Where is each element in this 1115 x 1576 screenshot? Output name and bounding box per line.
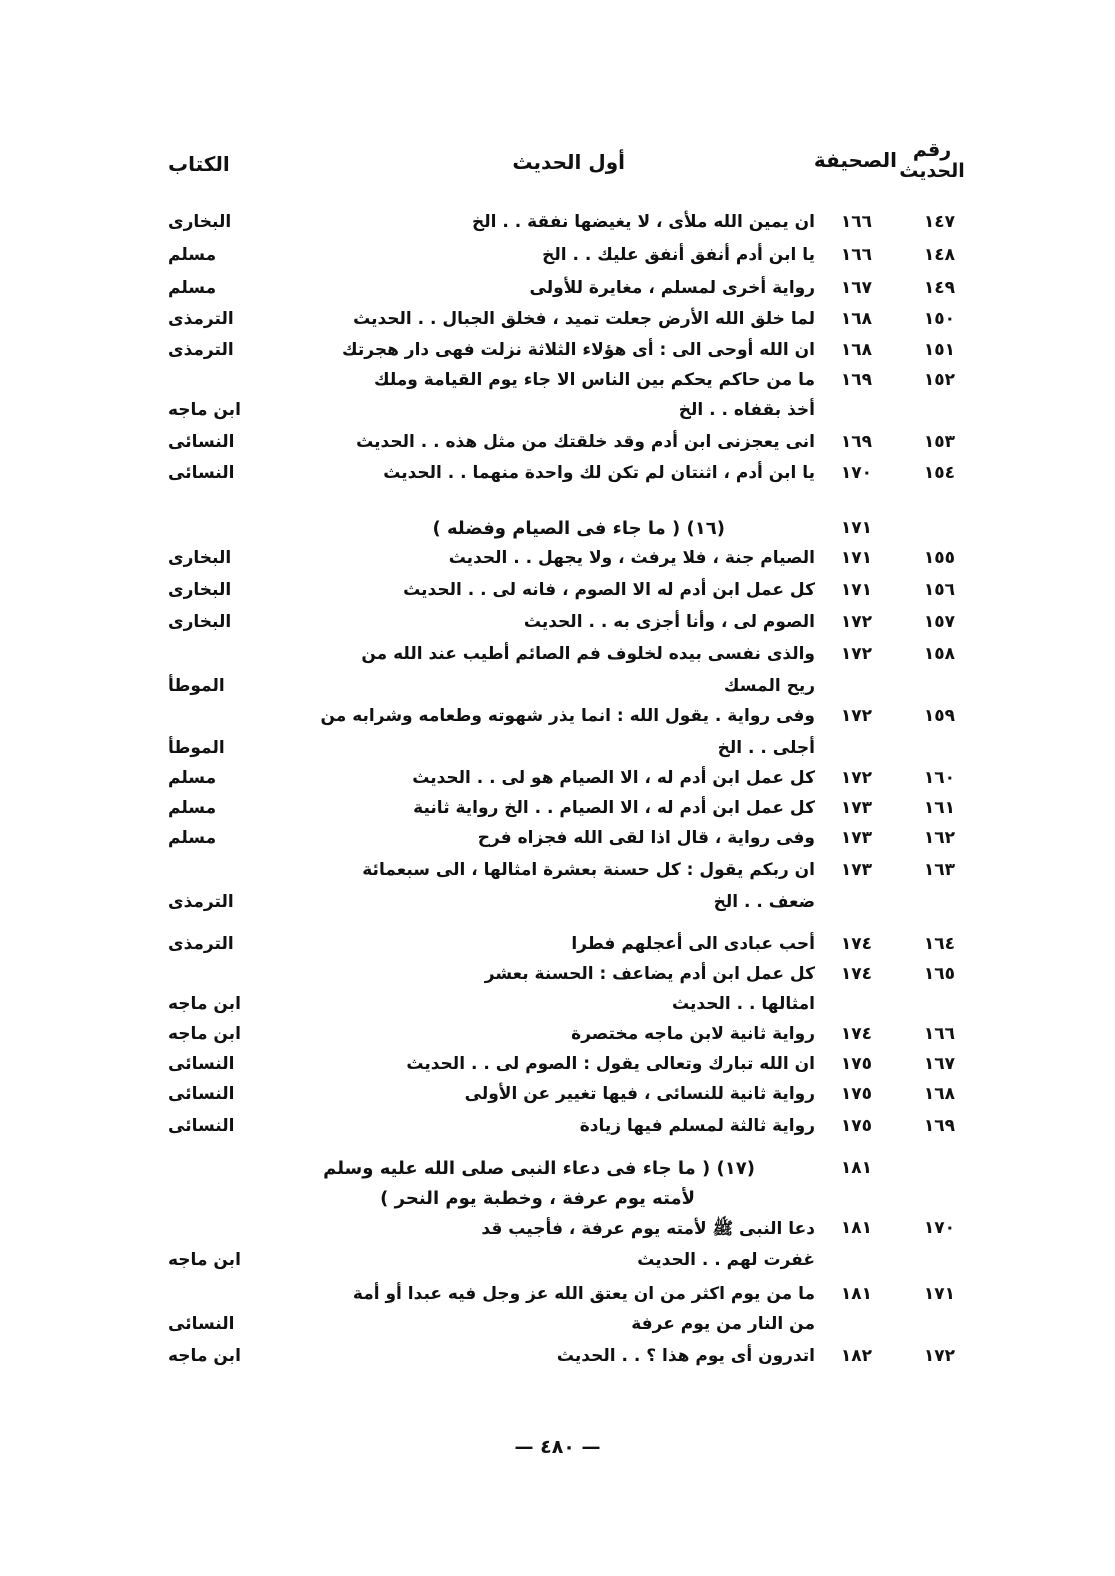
hadith-number: ١٦٩ <box>923 1116 955 1136</box>
hadith-first-words: وفى رواية ، قال اذا لقى الله فجزاه فرح <box>477 828 815 848</box>
hadith-number: ١٥٠ <box>923 309 955 329</box>
page-number-ref: ١٦٩ <box>840 370 872 390</box>
book-name: ابن ماجه <box>168 400 241 420</box>
book-row <box>0 1314 1115 1344</box>
hadith-number: ١٦١ <box>923 798 955 818</box>
book-name: مسلم <box>168 798 217 818</box>
page-number-ref: ١٧٠ <box>840 463 872 483</box>
book-row <box>0 612 1115 642</box>
book-name: النسائى <box>168 1054 235 1074</box>
page-number-ref: ١٧٤ <box>840 934 872 954</box>
list-item <box>0 1284 1115 1314</box>
header-first-words: أول الحديث <box>512 150 625 174</box>
book-name: الموطأ <box>168 676 225 696</box>
section-page: ١٨١ <box>840 1158 872 1178</box>
book-name: مسلم <box>168 278 217 298</box>
book-name: النسائى <box>168 463 235 483</box>
hadith-first-words: ما من حاكم يحكم بين الناس الا جاء يوم القيامة وملك <box>373 370 815 390</box>
page-number-ref: ١٨٢ <box>840 1346 872 1366</box>
hadith-first-words: ان الله أوحى الى : أى هؤلاء الثلاثة نزلت فهى دار هجرتك <box>342 340 815 360</box>
hadith-number: ١٥٤ <box>923 463 955 483</box>
book-row <box>0 400 1115 430</box>
hadith-first-words: رواية ثانية للنسائى ، فيها تغيير عن الأولى <box>464 1084 815 1104</box>
list-item <box>0 706 1115 736</box>
header-hadith-number: رقم الحديث <box>899 139 965 182</box>
hadith-first-words: ان ربكم يقول : كل حسنة بعشرة امثالها ، الى سبعمائة <box>362 860 815 880</box>
hadith-number: ١٥٣ <box>923 432 955 452</box>
list-item <box>0 644 1115 674</box>
hadith-first-words-continued: غفرت لهم . . الحديث <box>637 1250 815 1270</box>
page-number-ref: ١٧٢ <box>840 612 872 632</box>
book-row <box>0 1116 1115 1146</box>
hadith-first-words: كل عمل ابن أدم يضاعف : الحسنة بعشر <box>484 964 815 984</box>
book-row <box>0 676 1115 706</box>
hadith-first-words: كل عمل ابن أدم له الا الصوم ، فانه لى . . الحديث <box>403 580 815 600</box>
hadith-first-words-continued: أجلى . . الخ <box>717 738 815 758</box>
book-row <box>0 828 1115 858</box>
page-number-ref: ١٦٦ <box>840 212 872 232</box>
page-number-ref: ١٧٥ <box>840 1116 872 1136</box>
hadith-first-words: انى يعجزنى ابن أدم وقد خلقتك من مثل هذه . . الحديث <box>356 432 815 452</box>
hadith-first-words-continued: أخذ بقفاه . . الخ <box>678 400 815 420</box>
hadith-first-words: رواية أخرى لمسلم ، مغايرة للأولى <box>529 278 815 298</box>
hadith-number: ١٦٥ <box>923 964 955 984</box>
hadith-number: ١٥١ <box>923 340 955 360</box>
hadith-number: ١٥٦ <box>923 580 955 600</box>
hadith-first-words: الصيام جنة ، فلا يرفث ، ولا يجهل . . الحديث <box>448 548 815 568</box>
book-name: الترمذى <box>168 934 234 954</box>
book-name: الترمذى <box>168 892 234 912</box>
page-number-ref: ١٨١ <box>840 1218 872 1238</box>
page-number-ref: ١٦٧ <box>840 278 872 298</box>
hadith-first-words: وفى رواية . يقول الله : انما يذر شهوته وطعامه وشرابه من <box>320 706 815 726</box>
hadith-first-words: ما من يوم اكثر من ان يعتق الله عز وجل فيه عبدا أو أمة <box>352 1284 815 1304</box>
book-row <box>0 934 1115 964</box>
hadith-first-words: رواية ثانية لابن ماجه مختصرة <box>571 1024 815 1044</box>
hadith-first-words: يا ابن أدم ، اثنتان لم تكن لك واحدة منهما . . الحديث <box>383 463 815 483</box>
hadith-first-words-continued: ريح المسك <box>723 676 815 696</box>
hadith-number: ١٥٨ <box>923 644 955 664</box>
hadith-number: ١٤٨ <box>923 245 955 265</box>
list-item <box>0 1218 1115 1248</box>
hadith-first-words-continued: امثالها . . الحديث <box>672 994 815 1014</box>
section-title-continued: لأمته يوم عرفة ، وخطبة يوم النحر ) <box>380 1188 695 1209</box>
page-number-ref: ١٨١ <box>840 1284 872 1304</box>
hadith-first-words: والذى نفسى بيده لخلوف فم الصائم أطيب عند الله من <box>361 644 815 664</box>
hadith-number: ١٥٧ <box>923 612 955 632</box>
section-title: (١٦) ( ما جاء فى الصيام وفضله ) <box>432 518 725 539</box>
hadith-first-words-continued: من النار من يوم عرفة <box>631 1314 815 1334</box>
hadith-first-words: اتدرون أى يوم هذا ؟ . . الحديث <box>556 1346 815 1366</box>
book-name: البخارى <box>168 612 232 632</box>
book-row <box>0 768 1115 798</box>
book-row <box>0 245 1115 275</box>
book-row <box>0 1250 1115 1280</box>
page-number-ref: ١٧٤ <box>840 964 872 984</box>
page-number-ref: ١٦٨ <box>840 340 872 360</box>
hadith-number: ١٥٢ <box>923 370 955 390</box>
section-page: ١٧١ <box>840 518 872 538</box>
book-name: البخارى <box>168 212 232 232</box>
hadith-number: ١٤٩ <box>923 278 955 298</box>
page-number-ref: ١٧١ <box>840 548 872 568</box>
hadith-first-words-continued: ضعف . . الخ <box>713 892 815 912</box>
book-row <box>0 580 1115 610</box>
book-name: ابن ماجه <box>168 1346 241 1366</box>
page-number-ref: ١٧٣ <box>840 798 872 818</box>
book-name: ابن ماجه <box>168 1024 241 1044</box>
book-name: النسائى <box>168 1314 235 1334</box>
hadith-number: ١٧٠ <box>923 1218 955 1238</box>
hadith-number: ١٦٠ <box>923 768 955 788</box>
book-name: النسائى <box>168 432 235 452</box>
hadith-first-words: دعا النبى ﷺ لأمته يوم عرفة ، فأجيب قد <box>481 1219 815 1239</box>
book-name: مسلم <box>168 828 217 848</box>
book-row <box>0 432 1115 462</box>
book-row <box>0 463 1115 493</box>
page-number-ref: ١٧٥ <box>840 1054 872 1074</box>
hadith-number: ١٤٧ <box>923 212 955 232</box>
hadith-first-words: أحب عبادى الى أعجلهم فطرا <box>571 934 815 954</box>
hadith-first-words: ان الله تبارك وتعالى يقول : الصوم لى . . الحديث <box>406 1054 815 1074</box>
book-name: البخارى <box>168 580 232 600</box>
header-page: الصحيفة <box>813 148 897 172</box>
hadith-number: ١٥٥ <box>923 548 955 568</box>
page-number-ref: ١٧٢ <box>840 644 872 664</box>
book-name: الترمذى <box>168 309 234 329</box>
page-number-ref: ١٧١ <box>840 580 872 600</box>
book-name: الترمذى <box>168 340 234 360</box>
book-row <box>0 738 1115 768</box>
page-number: — ٤٨٠ — <box>514 1436 601 1458</box>
hadith-number: ١٥٩ <box>923 706 955 726</box>
book-row <box>0 892 1115 922</box>
page-number-ref: ١٧٥ <box>840 1084 872 1104</box>
list-item <box>0 370 1115 400</box>
hadith-first-words: الصوم لى ، وأنا أجزى به . . الحديث <box>523 612 815 632</box>
header-book: الكتاب <box>168 152 230 176</box>
book-row <box>0 1054 1115 1084</box>
book-row <box>0 212 1115 242</box>
book-row <box>0 1084 1115 1114</box>
hadith-first-words: رواية ثالثة لمسلم فيها زيادة <box>579 1116 815 1136</box>
hadith-number: ١٦٨ <box>923 1084 955 1104</box>
hadith-first-words: ان يمين الله ملأى ، لا يغيضها نفقة . . الخ <box>472 212 815 232</box>
book-row <box>0 798 1115 828</box>
hadith-number: ١٦٧ <box>923 1054 955 1074</box>
book-row <box>0 548 1115 578</box>
book-name: البخارى <box>168 548 232 568</box>
book-name: مسلم <box>168 768 217 788</box>
book-row <box>0 309 1115 339</box>
hadith-first-words: كل عمل ابن أدم له ، الا الصيام هو لى . . الحديث <box>412 768 815 788</box>
book-row <box>0 994 1115 1024</box>
page-number-ref: ١٦٨ <box>840 309 872 329</box>
book-name: النسائى <box>168 1084 235 1104</box>
page-number-ref: ١٧٢ <box>840 768 872 788</box>
hadith-first-words: كل عمل ابن أدم له ، الا الصيام . . الخ رواية ثانية <box>413 798 815 818</box>
book-row <box>0 340 1115 370</box>
book-name: ابن ماجه <box>168 1250 241 1270</box>
hadith-number: ١٦٤ <box>923 934 955 954</box>
book-row <box>0 1024 1115 1054</box>
page-number-ref: ١٧٢ <box>840 706 872 726</box>
hadith-first-words: يا ابن أدم أنفق أنفق عليك . . الخ <box>542 245 815 265</box>
book-name: مسلم <box>168 245 217 265</box>
page-number-ref: ١٧٣ <box>840 860 872 880</box>
list-item <box>0 860 1115 890</box>
list-item <box>0 964 1115 994</box>
page-number-ref: ١٦٩ <box>840 432 872 452</box>
hadith-number: ١٧٢ <box>923 1346 955 1366</box>
hadith-number: ١٦٦ <box>923 1024 955 1044</box>
book-name: النسائى <box>168 1116 235 1136</box>
section-title: (١٧) ( ما جاء فى دعاء النبى صلى الله عليه وسلم <box>323 1158 755 1179</box>
hadith-first-words: لما خلق الله الأرض جعلت تميد ، فخلق الجبال . . الحديث <box>353 309 815 329</box>
book-name: ابن ماجه <box>168 994 241 1014</box>
book-row <box>0 1346 1115 1376</box>
hadith-number: ١٦٣ <box>923 860 955 880</box>
hadith-number: ١٦٢ <box>923 828 955 848</box>
page-number-ref: ١٧٣ <box>840 828 872 848</box>
page-number-ref: ١٦٦ <box>840 245 872 265</box>
page-number-ref: ١٧٤ <box>840 1024 872 1044</box>
hadith-number: ١٧١ <box>923 1284 955 1304</box>
book-name: الموطأ <box>168 738 225 758</box>
book-row <box>0 278 1115 308</box>
